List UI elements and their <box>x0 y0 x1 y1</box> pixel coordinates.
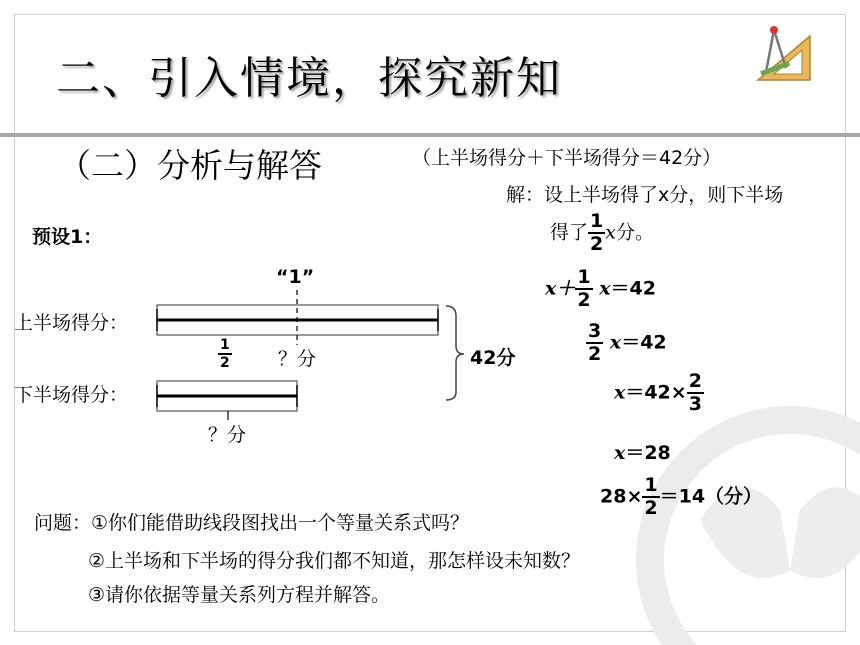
lower-segment <box>157 381 297 420</box>
total-brace <box>446 306 464 400</box>
fraction-numerator: 2 <box>688 370 702 392</box>
fraction-denominator: 2 <box>644 497 658 519</box>
fraction-numerator: 1 <box>220 337 230 353</box>
equation-rhs: ＝42 <box>621 331 667 354</box>
equation-rhs: ＝14（分） <box>659 485 763 508</box>
question-2: ②上半场和下半场的得分我们都不知道，那怎样设未知数？ <box>88 550 581 572</box>
equation-step-1 <box>545 268 656 310</box>
fraction-one-half <box>642 476 659 518</box>
lower-half-label: 下半场得分： <box>14 384 129 406</box>
solution-line1: 解：设上半场得了x分，则下半场 <box>506 184 784 206</box>
fraction-denominator: 2 <box>590 233 604 255</box>
variable-x: x <box>599 277 611 300</box>
equation-step-4 <box>614 438 671 465</box>
equation-step-5 <box>600 476 762 518</box>
fraction-numerator: 3 <box>588 320 602 342</box>
equation-mid: ＝42× <box>625 381 687 404</box>
equation-rhs: ＝28 <box>625 442 671 464</box>
solution-line2-pre: 得了 <box>550 221 589 244</box>
variable-x: x <box>609 331 622 354</box>
upper-unknown-label: ？分 <box>278 348 317 370</box>
equation-step-2 <box>586 322 667 364</box>
variable-x: x <box>614 442 626 464</box>
solution-line2-post: 分。 <box>615 221 654 244</box>
preset-label: 预设1： <box>32 226 103 248</box>
fraction-numerator: 1 <box>577 266 591 288</box>
lower-unknown-label: ？分 <box>208 424 247 446</box>
geometry-tools-icon <box>752 22 816 86</box>
segment-fraction-half <box>218 338 232 370</box>
section-subtitle: （二）分析与解答 <box>58 146 322 185</box>
fraction-denominator: 2 <box>577 289 591 311</box>
variable-x: x <box>605 221 616 244</box>
equation-note: （上半场得分＋下半场得分＝42分） <box>412 147 722 169</box>
upper-half-label: 上半场得分： <box>14 312 129 334</box>
fraction-denominator: 2 <box>220 355 230 371</box>
fraction-numerator: 1 <box>644 474 658 496</box>
question-1: 问题：①你们能借助线段图找出一个等量关系式吗？ <box>34 512 470 534</box>
unit-one-label: “1” <box>276 266 315 288</box>
equation-lhs: x＋ <box>545 277 576 300</box>
fraction-numerator: 1 <box>590 210 604 232</box>
fraction-one-half <box>588 212 605 254</box>
fraction-three-halves <box>586 322 603 364</box>
fraction-one-half <box>575 268 592 310</box>
fraction-two-thirds <box>687 372 704 414</box>
segment-diagram <box>0 0 560 460</box>
equation-step-3 <box>614 372 704 414</box>
solution-line2 <box>550 212 654 254</box>
equation-rhs: ＝42 <box>610 277 656 300</box>
slide-title: 二、引入情境，探究新知 <box>56 53 562 104</box>
equation-lhs: 28× <box>600 485 643 508</box>
fraction-denominator: 2 <box>588 343 602 365</box>
total-score-label: 42分 <box>470 347 516 369</box>
upper-segment <box>157 290 438 345</box>
fraction-denominator: 3 <box>688 393 702 415</box>
question-3: ③请你依据等量关系列方程并解答。 <box>88 584 391 606</box>
variable-x: x <box>614 381 626 404</box>
